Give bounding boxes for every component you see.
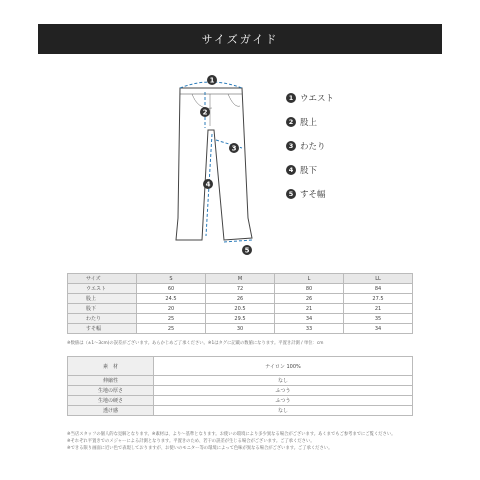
table-cell: なし — [154, 376, 413, 386]
svg-text:2: 2 — [202, 108, 208, 117]
table-cell: 60 — [137, 284, 206, 294]
table-cell: ナイロン 100% — [154, 357, 413, 376]
measurement-legend — [286, 86, 334, 206]
svg-text:1: 1 — [209, 76, 215, 85]
table-row — [68, 314, 413, 324]
table-cell: ふつう — [154, 396, 413, 406]
legend-item — [286, 158, 334, 182]
marker-3 — [229, 143, 239, 153]
svg-text:3: 3 — [231, 144, 237, 153]
row-label: 股下 — [68, 304, 137, 314]
row-label: 生地の厚さ — [68, 386, 154, 396]
marker-4 — [203, 179, 213, 189]
table-cell: ふつう — [154, 386, 413, 396]
table-cell: 24.5 — [137, 294, 206, 304]
size-note: ※数値は（±1〜3cm)の誤差がございます。あらかじめご了承ください。※1はタグに記載の数値になります。平置き計測 / 単位：cm — [67, 341, 324, 346]
legend-label: すそ幅 — [300, 190, 326, 200]
note-line: ※それぞれ平置きでのメジャーによる計測となります。平置きのため、若干の誤差が生じる場合がございます。ご了承ください。 — [67, 439, 315, 444]
legend-number: 2 — [286, 117, 296, 127]
table-row — [68, 406, 413, 416]
pants-outline — [176, 88, 252, 240]
column-header: S — [137, 274, 206, 284]
svg-text:5: 5 — [244, 246, 250, 255]
column-header: M — [206, 274, 275, 284]
row-label: 股上 — [68, 294, 137, 304]
row-label: 透け感 — [68, 406, 154, 416]
table-cell: 26 — [206, 294, 275, 304]
marker-2 — [200, 107, 210, 117]
note-line: ※当店スタッフの個人的な見解となります。※素材は、より〜基準となります。お使いの環境により多少異なる場合がございます。あくまでもご参考までにご覧ください。 — [67, 432, 396, 437]
table-cell: 30 — [206, 324, 275, 334]
legend-item — [286, 86, 334, 110]
column-header: LL — [344, 274, 413, 284]
section-title: サイズガイド — [201, 33, 279, 46]
legend-number: 5 — [286, 189, 296, 199]
size-table — [67, 273, 413, 334]
legend-item — [286, 134, 334, 158]
pants-diagram — [150, 68, 280, 260]
section-header — [38, 24, 442, 54]
table-cell: 25 — [137, 324, 206, 334]
table-cell: 33 — [275, 324, 344, 334]
legend-label: わたり — [300, 142, 326, 152]
table-cell: 21 — [344, 304, 413, 314]
marker-1 — [207, 75, 217, 85]
note-line: ※できる限り画面に近い色で表現しておりますが、お使いのモニター等の環境によって色味が異なる場合がございます。ご了承ください。 — [67, 446, 333, 451]
material-table — [67, 356, 413, 416]
table-row — [68, 304, 413, 314]
marker-5 — [242, 245, 252, 255]
table-row — [68, 386, 413, 396]
svg-text:4: 4 — [205, 180, 211, 189]
table-cell: 21 — [275, 304, 344, 314]
table-cell: 34 — [344, 324, 413, 334]
table-cell: 84 — [344, 284, 413, 294]
legend-label: 股上 — [300, 118, 318, 128]
legend-number: 4 — [286, 165, 296, 175]
table-row — [68, 357, 413, 376]
table-cell: 26 — [275, 294, 344, 304]
legend-item — [286, 110, 334, 134]
table-cell: 34 — [275, 314, 344, 324]
table-cell: 80 — [275, 284, 344, 294]
table-row — [68, 294, 413, 304]
legend-item — [286, 182, 334, 206]
table-header-row — [68, 274, 413, 284]
table-cell: 29.5 — [206, 314, 275, 324]
table-cell: なし — [154, 406, 413, 416]
table-row — [68, 396, 413, 406]
table-cell: 20 — [137, 304, 206, 314]
row-label: 伸縮性 — [68, 376, 154, 386]
row-label: ウエスト — [68, 284, 137, 294]
table-row — [68, 324, 413, 334]
row-label: 生地の硬さ — [68, 396, 154, 406]
legend-label: ウエスト — [300, 94, 335, 104]
row-label: すそ幅 — [68, 324, 137, 334]
table-cell: 72 — [206, 284, 275, 294]
table-cell: 25 — [137, 314, 206, 324]
legend-number: 3 — [286, 141, 296, 151]
table-cell: 35 — [344, 314, 413, 324]
legend-label: 股下 — [300, 166, 318, 176]
column-header: L — [275, 274, 344, 284]
table-cell: 20.5 — [206, 304, 275, 314]
table-row — [68, 284, 413, 294]
row-label: わたり — [68, 314, 137, 324]
legend-number: 1 — [286, 93, 296, 103]
table-row — [68, 376, 413, 386]
row-label: 素 材 — [68, 357, 154, 376]
column-header: サイズ — [68, 274, 137, 284]
table-cell: 27.5 — [344, 294, 413, 304]
material-notes — [67, 431, 427, 452]
